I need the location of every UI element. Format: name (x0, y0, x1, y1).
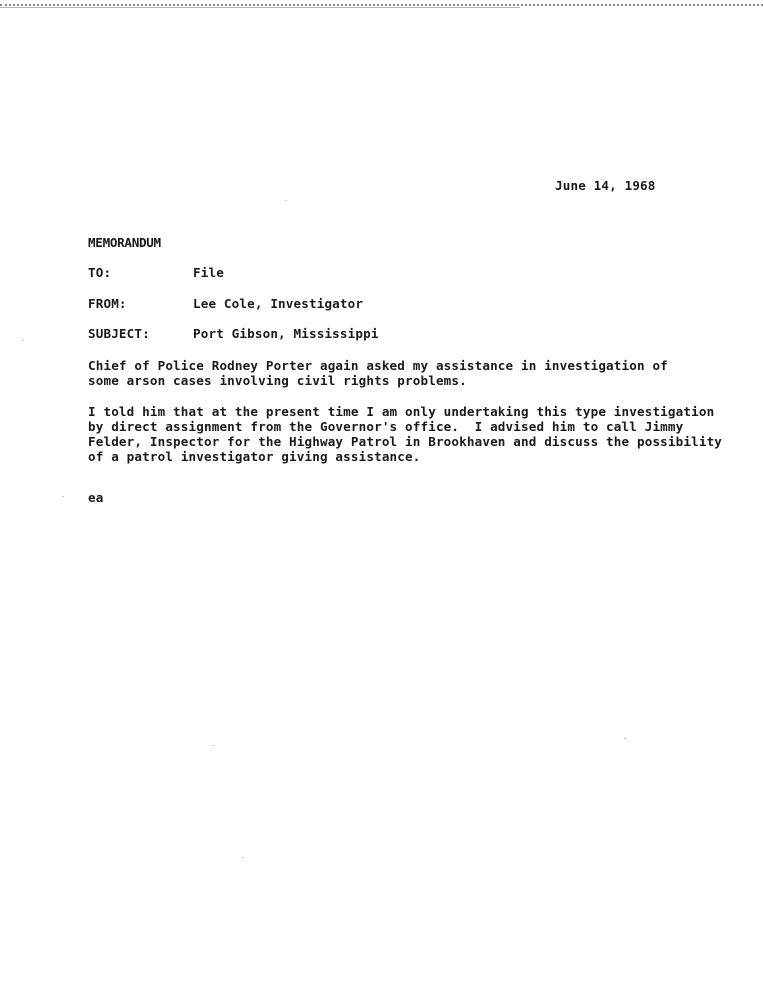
subject-value: Port Gibson, Mississippi (193, 326, 379, 341)
top-border-line (0, 7, 520, 8)
scan-speck (212, 745, 214, 746)
body-paragraph-2: I told him that at the present time I am only undertaking this type investigation by direct assignment from the Governor's office. I advised him to call Jimmy Felder, Inspector for the Highway Patrol in Brookhaven and discuss the possibility of a patrol investigator giving assistance. (88, 404, 723, 464)
scan-speck (624, 738, 626, 739)
scan-speck (242, 857, 244, 858)
scan-speck (285, 200, 287, 201)
scan-speck (22, 340, 24, 341)
memo-heading: MEMORANDUM (88, 235, 161, 250)
from-value: Lee Cole, Investigator (193, 296, 364, 311)
typist-initials: ea (88, 490, 104, 505)
memo-date: June 14, 1968 (555, 178, 656, 193)
from-label: FROM: (88, 296, 127, 311)
to-label: TO: (88, 265, 112, 280)
scan-speck (62, 496, 64, 497)
top-border-rule (0, 4, 763, 6)
subject-label: SUBJECT: (88, 326, 150, 341)
to-value: File (193, 265, 224, 280)
body-paragraph-1: Chief of Police Rodney Porter again asked my assistance in investigation of some arson cases involving civil rights problems. (88, 358, 668, 388)
